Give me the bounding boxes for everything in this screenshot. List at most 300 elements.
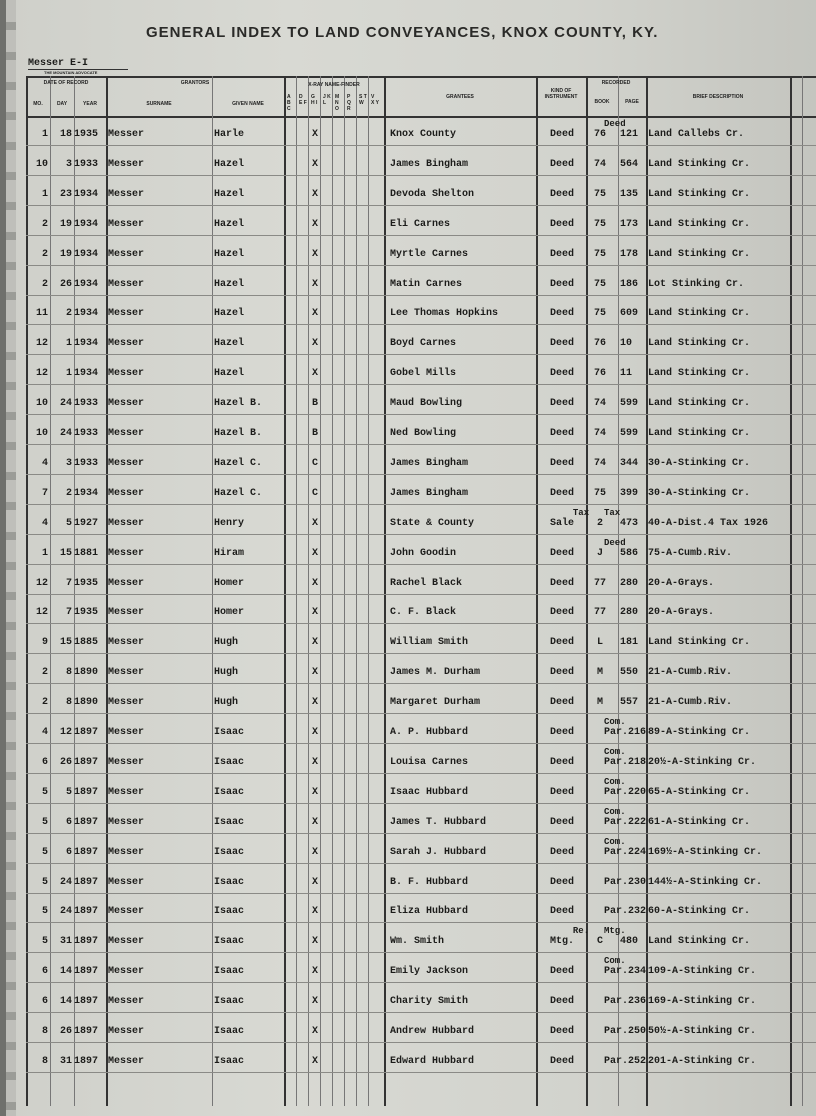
- record-day: 26: [59, 1026, 72, 1037]
- record-month: 1: [41, 129, 48, 140]
- ledger-row: [26, 953, 816, 983]
- grantor-surname: Messer: [108, 1055, 145, 1067]
- xray-letter: X: [312, 697, 319, 709]
- record-page: 121: [620, 129, 639, 140]
- instrument-kind: Deed: [549, 607, 574, 619]
- record-day: 15: [59, 547, 72, 559]
- record-page: 480: [620, 936, 639, 948]
- header-surname: SURNAME: [146, 101, 172, 107]
- record-day: 23: [59, 188, 72, 200]
- record-day: 8: [65, 667, 72, 679]
- record-day: 24: [59, 876, 72, 888]
- instrument-kind: Deed: [549, 547, 574, 559]
- record-page: 609: [620, 308, 639, 320]
- grantor-given-name: Hazel: [214, 278, 245, 290]
- grantor-surname: Messer: [108, 218, 145, 230]
- xray-letter: X: [312, 129, 319, 140]
- grantee-name: B. F. Hubbard: [390, 876, 469, 888]
- record-year: 1934: [74, 308, 99, 320]
- xray-letter: X: [312, 218, 319, 230]
- grantor-given-name: Isaac: [214, 876, 245, 888]
- record-year: 1935: [74, 607, 99, 619]
- record-day: 19: [59, 248, 72, 260]
- record-month: 12: [35, 338, 48, 350]
- record-annotation: Com.: [604, 956, 626, 967]
- grantee-name: Ned Bowling: [390, 428, 457, 439]
- record-day: 7: [65, 577, 72, 589]
- record-page: 10: [620, 338, 633, 350]
- grantor-surname: Messer: [108, 457, 145, 469]
- record-book: M: [596, 697, 603, 709]
- record-year: 1897: [74, 1055, 99, 1067]
- xray-letter-column: S T W: [359, 94, 367, 106]
- record-year: 1933: [74, 398, 99, 410]
- record-annotation: Com.: [604, 776, 626, 787]
- xray-letter: X: [312, 936, 319, 948]
- grantor-given-name: Hazel: [214, 308, 245, 320]
- xray-letter-column: P Q R: [347, 94, 351, 112]
- record-month: 12: [35, 368, 48, 380]
- brief-description: 75-A-Cumb.Riv.: [648, 547, 733, 559]
- ledger-row: [26, 983, 816, 1013]
- ledger-row: [26, 415, 816, 445]
- instrument-kind: Deed: [549, 966, 574, 978]
- header-book: BOOK: [594, 99, 610, 105]
- instrument-kind: Deed: [549, 697, 574, 709]
- record-day: 5: [65, 786, 72, 798]
- grantor-surname: Messer: [108, 996, 145, 1008]
- header-date-of-record: DATE OF RECORD: [43, 80, 89, 86]
- grantor-given-name: Henry: [214, 517, 245, 529]
- record-day: 6: [65, 846, 72, 858]
- xray-letter: X: [312, 248, 319, 260]
- record-day: 7: [65, 607, 72, 619]
- record-year: 1897: [74, 876, 99, 888]
- record-book: 76: [593, 368, 606, 380]
- record-year: 1934: [74, 278, 99, 290]
- xray-letter: C: [312, 457, 319, 469]
- record-page: Par.236: [604, 996, 647, 1008]
- xray-letter: X: [312, 816, 319, 828]
- instrument-kind: Deed: [549, 786, 574, 798]
- record-day: 6: [65, 816, 72, 828]
- record-book: 77: [593, 577, 606, 589]
- header-given-name: GIVEN NAME: [232, 101, 264, 107]
- grantor-surname: Messer: [108, 936, 145, 948]
- grantee-name: Margaret Durham: [390, 697, 481, 709]
- record-year: 1934: [74, 218, 99, 230]
- grantor-surname: Messer: [108, 876, 145, 888]
- record-book: 75: [593, 308, 606, 320]
- xray-letter: B: [312, 428, 319, 439]
- xray-letter: X: [312, 846, 319, 858]
- record-month: 6: [41, 756, 48, 768]
- grantor-given-name: Isaac: [214, 846, 245, 858]
- record-month: 2: [41, 697, 48, 709]
- grantor-given-name: Hazel: [214, 218, 245, 230]
- record-book: 75: [593, 487, 606, 499]
- ledger-row: [26, 834, 816, 864]
- instrument-kind: Deed: [549, 248, 574, 260]
- grantor-surname: Messer: [108, 846, 145, 858]
- brief-description: 61-A-Stinking Cr.: [648, 816, 751, 828]
- instrument-kind: Deed: [549, 129, 574, 140]
- record-page: Par.234: [604, 966, 647, 978]
- instrument-kind: Deed: [549, 188, 574, 200]
- grantee-name: John Goodin: [390, 547, 457, 559]
- brief-description: 50½-A-Stinking Cr.: [648, 1026, 757, 1037]
- brief-description: Land Stinking Cr.: [648, 248, 751, 260]
- grantor-surname: Messer: [108, 786, 145, 798]
- xray-letter: X: [312, 517, 319, 529]
- ledger-row: [26, 654, 816, 684]
- record-year: 1933: [74, 428, 99, 439]
- record-page: 557: [620, 697, 639, 709]
- record-year: 1927: [74, 517, 99, 529]
- row-rule: [26, 1072, 816, 1073]
- grantee-name: James T. Hubbard: [390, 816, 487, 828]
- record-annotation: Com.: [604, 836, 626, 847]
- ledger-row: [26, 864, 816, 894]
- instrument-kind: Deed: [549, 637, 574, 649]
- xray-letter: X: [312, 637, 319, 649]
- record-day: 26: [59, 278, 72, 290]
- xray-letter: X: [312, 1055, 319, 1067]
- record-annotation: Com.: [604, 806, 626, 817]
- record-day: 24: [59, 906, 72, 918]
- xray-letter: X: [312, 278, 319, 290]
- grantor-surname: Messer: [108, 517, 145, 529]
- grantor-surname: Messer: [108, 1026, 145, 1037]
- ledger-row: [26, 1013, 816, 1043]
- brief-description: 40-A-Dist.4 Tax 1926: [648, 517, 769, 529]
- brief-description: 60-A-Stinking Cr.: [648, 906, 751, 918]
- brief-description: Land Stinking Cr.: [648, 308, 751, 320]
- ledger-row: [26, 565, 816, 595]
- header-page: PAGE: [625, 99, 639, 105]
- record-page: 599: [620, 428, 639, 439]
- ledger-row: [26, 774, 816, 804]
- ledger-row: [26, 893, 816, 923]
- record-year: 1897: [74, 936, 99, 948]
- record-day: 1: [65, 368, 72, 380]
- grantor-surname: Messer: [108, 727, 145, 738]
- instrument-kind-prefix: Re.: [572, 926, 590, 937]
- grantee-name: James Bingham: [390, 457, 469, 469]
- record-page: 473: [620, 517, 639, 529]
- grantor-surname: Messer: [108, 428, 145, 439]
- grantor-given-name: Hugh: [214, 667, 239, 679]
- ledger-row: [26, 236, 816, 266]
- record-year: 1897: [74, 906, 99, 918]
- instrument-kind: Deed: [549, 1026, 574, 1037]
- binding-edge: [6, 0, 16, 1116]
- record-page: 181: [620, 637, 639, 649]
- brief-description: Land Stinking Cr.: [648, 158, 751, 170]
- grantor-given-name: Hazel C.: [214, 487, 263, 499]
- brief-description: 21-A-Cumb.Riv.: [648, 697, 733, 709]
- record-year: 1897: [74, 816, 99, 828]
- grantee-name: Eli Carnes: [390, 218, 451, 230]
- record-page: 173: [620, 218, 639, 230]
- record-month: 10: [35, 398, 48, 410]
- record-month: 10: [35, 158, 48, 170]
- record-book: 75: [593, 248, 606, 260]
- ledger-row: [26, 594, 816, 624]
- grantor-given-name: Isaac: [214, 906, 245, 918]
- grantor-surname: Messer: [108, 966, 145, 978]
- record-page: 280: [620, 577, 639, 589]
- xray-letter: X: [312, 607, 319, 619]
- header-grantees: GRANTEES: [446, 94, 474, 100]
- record-annotation: Com.: [604, 746, 626, 757]
- record-year: 1934: [74, 487, 99, 499]
- record-page: Par.250: [604, 1026, 647, 1037]
- record-annotation: Com.: [604, 717, 626, 727]
- ledger-row: [26, 355, 816, 385]
- record-day: 5: [65, 517, 72, 529]
- grantor-surname: Messer: [108, 577, 145, 589]
- record-month: 8: [41, 1026, 48, 1037]
- grantor-surname: Messer: [108, 487, 145, 499]
- record-month: 5: [41, 936, 48, 948]
- xray-letter: X: [312, 667, 319, 679]
- xray-letter-column: J K L: [323, 94, 331, 106]
- brief-description: Land Stinking Cr.: [648, 188, 751, 200]
- record-day: 15: [59, 637, 72, 649]
- instrument-kind-prefix: Tax: [572, 507, 590, 518]
- brief-description: 89-A-Stinking Cr.: [648, 727, 751, 738]
- instrument-kind: Deed: [549, 1055, 574, 1067]
- grantor-given-name: Isaac: [214, 727, 245, 738]
- record-month: 2: [41, 278, 48, 290]
- record-month: 10: [35, 428, 48, 439]
- record-year: 1890: [74, 667, 99, 679]
- record-page: 186: [620, 278, 639, 290]
- header-brief-description: BRIEF DESCRIPTION: [692, 94, 744, 100]
- record-month: 4: [41, 517, 48, 529]
- grantor-surname: Messer: [108, 756, 145, 768]
- record-book: 74: [593, 428, 606, 439]
- instrument-kind: Deed: [549, 756, 574, 768]
- instrument-kind: Deed: [549, 218, 574, 230]
- grantor-surname: Messer: [108, 278, 145, 290]
- ledger-row: [26, 206, 816, 236]
- xray-letter: X: [312, 308, 319, 320]
- grantor-given-name: Isaac: [214, 966, 245, 978]
- record-month: 5: [41, 816, 48, 828]
- grantor-given-name: Hazel C.: [214, 457, 263, 469]
- grantee-name: Maud Bowling: [390, 398, 463, 410]
- xray-letter: X: [312, 727, 319, 738]
- brief-description: 20-A-Grays.: [648, 607, 715, 619]
- record-page: 550: [620, 667, 639, 679]
- grantor-given-name: Isaac: [214, 936, 245, 948]
- grantor-given-name: Harle: [214, 129, 245, 140]
- xray-letter-column: D E F: [299, 94, 307, 106]
- xray-letter: X: [312, 577, 319, 589]
- grantee-name: Charity Smith: [390, 996, 469, 1008]
- grantor-surname: Messer: [108, 338, 145, 350]
- brief-description: 20½-A-Stinking Cr.: [648, 756, 757, 768]
- record-year: 1897: [74, 727, 99, 738]
- record-day: 1: [65, 338, 72, 350]
- record-annotation: Deed: [604, 537, 626, 548]
- record-day: 14: [59, 966, 72, 978]
- grantor-given-name: Hiram: [214, 547, 245, 559]
- instrument-kind: Deed: [549, 906, 574, 918]
- grantee-name: Isaac Hubbard: [390, 786, 469, 798]
- ledger-row: [26, 923, 816, 953]
- record-page: 564: [620, 158, 639, 170]
- instrument-kind: Deed: [549, 368, 574, 380]
- header-kind: KIND OF INSTRUMENT: [544, 88, 578, 100]
- xray-letter: X: [312, 996, 319, 1008]
- record-book: 74: [593, 457, 606, 469]
- record-month: 12: [35, 577, 48, 589]
- record-book: 74: [593, 398, 606, 410]
- header-mo: MO.: [33, 101, 43, 107]
- record-month: 12: [35, 607, 48, 619]
- record-annotation: Mtg.: [604, 926, 626, 937]
- grantee-name: James Bingham: [390, 158, 469, 170]
- record-month: 1: [41, 547, 48, 559]
- record-book: 76: [593, 338, 606, 350]
- record-book: 75: [593, 218, 606, 230]
- record-day: 8: [65, 697, 72, 709]
- instrument-kind: Deed: [549, 727, 574, 738]
- record-month: 9: [41, 637, 48, 649]
- record-year: 1897: [74, 756, 99, 768]
- header-xray: X-RAY NAME-FINDER: [308, 82, 360, 88]
- xray-letter: C: [312, 487, 319, 499]
- grantor-surname: Messer: [108, 248, 145, 260]
- grantor-given-name: Hazel: [214, 248, 245, 260]
- record-year: 1934: [74, 248, 99, 260]
- grantor-surname: Messer: [108, 158, 145, 170]
- brief-description: 201-A-Stinking Cr.: [648, 1055, 757, 1067]
- grantor-given-name: Isaac: [214, 786, 245, 798]
- ledger-row: [26, 684, 816, 714]
- brief-description: 65-A-Stinking Cr.: [648, 786, 751, 798]
- record-page: 399: [620, 487, 639, 499]
- record-day: 24: [59, 398, 72, 410]
- xray-letter-column: M N O: [335, 94, 340, 112]
- index-tag: Messer E-I: [28, 58, 89, 69]
- grantor-surname: Messer: [108, 188, 145, 200]
- record-page: Par.222: [604, 816, 647, 828]
- instrument-kind: Deed: [549, 996, 574, 1008]
- record-page: 344: [620, 457, 639, 469]
- instrument-kind: Sale: [549, 517, 574, 529]
- grantee-name: Louisa Carnes: [390, 756, 469, 768]
- grantee-name: Devoda Shelton: [390, 188, 475, 200]
- record-page: Par.230: [604, 876, 647, 888]
- record-page: Par.216: [604, 727, 647, 738]
- record-year: 1897: [74, 966, 99, 978]
- grantee-name: Edward Hubbard: [390, 1055, 475, 1067]
- brief-description: Lot Stinking Cr.: [648, 278, 745, 290]
- record-book: M: [596, 667, 603, 679]
- xray-letter: X: [312, 1026, 319, 1037]
- grantor-surname: Messer: [108, 816, 145, 828]
- grantor-surname: Messer: [108, 129, 145, 140]
- grantee-name: Sarah J. Hubbard: [390, 846, 487, 858]
- grantor-given-name: Isaac: [214, 1026, 245, 1037]
- grantee-name: Knox County: [390, 129, 457, 140]
- instrument-kind: Deed: [549, 667, 574, 679]
- grantee-name: Matin Carnes: [390, 278, 463, 290]
- brief-description: Land Stinking Cr.: [648, 368, 751, 380]
- record-month: 5: [41, 906, 48, 918]
- record-year: 1933: [74, 158, 99, 170]
- record-year: 1897: [74, 846, 99, 858]
- instrument-kind: Deed: [549, 398, 574, 410]
- record-year: 1897: [74, 786, 99, 798]
- record-page: Par.252: [604, 1055, 647, 1067]
- record-month: 2: [41, 248, 48, 260]
- grantor-given-name: Hazel B.: [214, 428, 263, 439]
- ledger-row: [26, 1043, 816, 1073]
- grantee-name: A. P. Hubbard: [390, 727, 469, 738]
- grantor-given-name: Hazel: [214, 188, 245, 200]
- instrument-kind: Deed: [549, 846, 574, 858]
- grantor-given-name: Hugh: [214, 697, 239, 709]
- grantee-name: Wm. Smith: [390, 936, 445, 948]
- record-year: 1897: [74, 1026, 99, 1037]
- grantor-surname: Messer: [108, 308, 145, 320]
- xray-letter: B: [312, 398, 319, 410]
- brief-description: 169½-A-Stinking Cr.: [648, 846, 763, 858]
- record-day: 26: [59, 756, 72, 768]
- instrument-kind: Deed: [549, 338, 574, 350]
- record-day: 12: [59, 727, 72, 738]
- record-day: 31: [59, 936, 72, 948]
- record-day: 2: [65, 308, 72, 320]
- record-month: 6: [41, 996, 48, 1008]
- ledger-row: [26, 176, 816, 206]
- record-month: 7: [41, 487, 48, 499]
- record-book: L: [596, 637, 603, 649]
- record-page: Par.220: [604, 786, 647, 798]
- header-day: DAY: [56, 101, 68, 107]
- grantee-name: Gobel Mills: [390, 368, 457, 380]
- brief-description: 20-A-Grays.: [648, 577, 715, 589]
- record-month: 1: [41, 188, 48, 200]
- xray-letter: X: [312, 158, 319, 170]
- record-year: 1935: [74, 129, 99, 140]
- ledger-row: [26, 116, 816, 146]
- record-month: 5: [41, 786, 48, 798]
- record-day: 31: [59, 1055, 72, 1067]
- grantee-name: State & County: [390, 517, 475, 529]
- record-year: 1897: [74, 996, 99, 1008]
- xray-letter: X: [312, 756, 319, 768]
- grantor-given-name: Isaac: [214, 1055, 245, 1067]
- record-month: 2: [41, 667, 48, 679]
- grantor-given-name: Hazel: [214, 368, 245, 380]
- xray-letter: X: [312, 966, 319, 978]
- xray-letter-column: V X Y: [371, 94, 379, 106]
- record-day: 14: [59, 996, 72, 1008]
- grantor-surname: Messer: [108, 697, 145, 709]
- brief-description: 21-A-Cumb.Riv.: [648, 667, 733, 679]
- instrument-kind: Mtg.: [549, 936, 574, 948]
- brief-description: Land Stinking Cr.: [648, 338, 751, 350]
- record-annotation: Tax: [604, 507, 621, 518]
- xray-letter-column: A B C: [287, 94, 291, 112]
- record-day: 3: [65, 158, 72, 170]
